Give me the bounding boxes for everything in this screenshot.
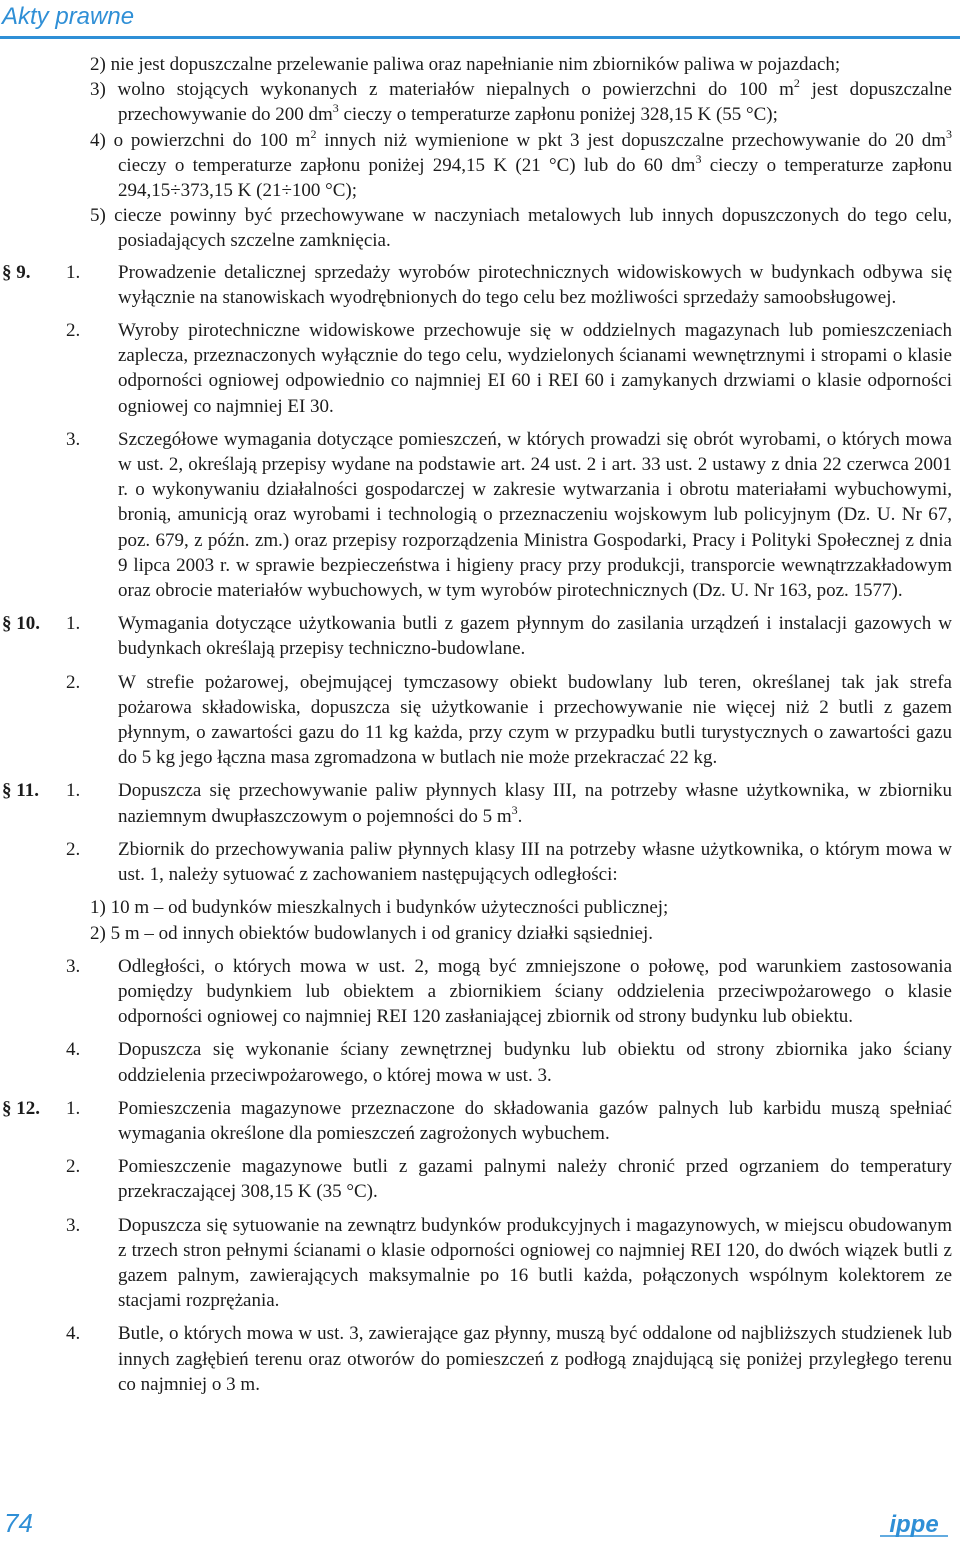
paragraph-number: 3. bbox=[66, 955, 81, 977]
paragraph-text: Pomieszczenie magazynowe butli z gazami palnymi należy chronić przed ogrzaniem do temperatury przekraczającej 308,15 K (35 °C). bbox=[118, 1156, 952, 1203]
paragraph-number: 1. bbox=[66, 613, 81, 635]
paragraph-text: Zbiornik do przechowywania paliw płynnych klasy III na potrzeby własne użytkownika, o którym mowa w ust. 1, należy sytuować z zachowaniem następujących odległości: bbox=[118, 838, 952, 886]
paragraph-text: Dopuszcza się sytuowanie na zewnątrz budynków produkcyjnych i magazynowych, w miejscu obudowanym z trzech stron pełnymi ścianami o klasie odporności ogniowej co najmniej REI 120, do dwóch wiązek butli z gazem palnym, zawierających maksymalnie po 16 butli każda, połączonych wspólnym kolektorem ze stacjami rozprężania. bbox=[118, 1214, 952, 1312]
paragraph bbox=[66, 1154, 952, 1204]
list-item: 1) 10 m – od budynków mieszkalnych i budynków użyteczności publicznej; bbox=[90, 897, 669, 919]
paragraph-text: W strefie pożarowej, obejmującej tymczasowy obiekt budowlany lub teren, określanej tak jak strefa pożarowa składowiska, dopuszcza się użytkowanie i przechowywanie nie więcej niż 2 butli z gazem płynnym, o zawartości gazu do 11 kg każda, przy czym w przypadku butli turystycznych o zawartości gazu do 5 kg jego łączna masa zgromadzona w butlach nie może przekraczać 22 kg. bbox=[118, 671, 952, 769]
paragraph-text: Dopuszcza się przechowywanie paliw płynnych klasy III, na potrzeby własne użytkownika, w zbiorniku naziemnym dwupłaszczowym o pojemności do 5 $m^3$. bbox=[118, 780, 952, 827]
paragraph-text: Odległości, o których mowa w ust. 2, mogą być zmniejszone o połowę, pod warunkiem zastosowania pomiędzy budynkiem lub obiektem a zbiornikiem ściany oddzielenia przeciwpożarowego o klasie odporności ogniowej co najmniej REI 120 zasłaniającej zbiornik od strony budynku lub obiektu. bbox=[118, 955, 952, 1028]
paragraph-text: Pomieszczenia magazynowe przeznaczone do składowania gazów palnych lub karbidu muszą spełniać wymagania określone dla pomieszczeń zagrożonych wybuchem. bbox=[118, 1097, 952, 1144]
list-item: 2) nie jest dopuszczalne przelewanie paliwa oraz napełnianie nim zbiorników paliwa w pojazdach; bbox=[90, 54, 841, 75]
paragraph-text: Butle, o których mowa w ust. 3, zawierające gaz płynny, muszą być oddalone od najbliższych studzienek lub innych zagłębień terenu oraz otworów do pomieszczeń z podłogą znajdującą się poniżej przyległego terenu co najmniej o 3 m. bbox=[118, 1323, 952, 1395]
paragraph bbox=[2, 778, 952, 828]
paragraph-number: 4. bbox=[66, 1039, 81, 1061]
logo-text: ippe bbox=[889, 1511, 939, 1538]
list-item: 4) o powierzchni do 100 $m^2$ innych niż wymienione w pkt 3 jest dopuszczalne przechowywanie do 20 $dm^3$ cieczy o temperaturze zapłonu poniżej 294,15 K (21 °C) lub do 60 $dm^3$ cieczy o temperaturze zapłonu 294,15÷373,15 K (21÷100 °C); bbox=[90, 126, 952, 202]
paragraph-number: 3. bbox=[66, 1214, 81, 1236]
paragraph bbox=[2, 260, 952, 310]
section-number: § 11. bbox=[2, 780, 39, 802]
paragraph-number: 1. bbox=[66, 261, 81, 283]
paragraph bbox=[66, 1037, 952, 1087]
paragraph-number: 1. bbox=[66, 1097, 81, 1119]
header-divider bbox=[0, 36, 960, 39]
paragraph-number: 2. bbox=[66, 1156, 81, 1178]
paragraph-text: Wymagania dotyczące użytkowania butli z gazem płynnym do zasilania urządzeń i instalacji gazowych w budynkach określają przepisy techniczno-budowlane. bbox=[118, 613, 952, 660]
paragraph-number: 2. bbox=[66, 838, 81, 860]
paragraph-number: 1. bbox=[66, 780, 81, 802]
header-title: Akty prawne bbox=[2, 3, 135, 30]
list-item: 3) wolno stojących wykonanych z materiałów niepalnych o powierzchni do 100 $m^2$ jest dopuszczalne przechowywanie do 200 $dm^3$ cieczy o temperaturze zapłonu poniżej 328,15 K (55 °C); bbox=[90, 76, 952, 126]
section-number: § 10. bbox=[2, 613, 40, 635]
paragraph-text: Prowadzenie detalicznej sprzedaży wyrobów pirotechnicznych widowiskowych w budynkach odbywa się wyłącznie na stanowiskach wyodrębnionych do tego celu bez możliwości sprzedaży samoobsługowej. bbox=[118, 261, 952, 308]
paragraph bbox=[66, 318, 952, 419]
paragraph bbox=[66, 954, 952, 1030]
paragraph-number: 4. bbox=[66, 1323, 81, 1345]
paragraph-number: 3. bbox=[66, 428, 81, 450]
list-item: 2) 5 m – od innych obiektów budowlanych i od granicy działki sąsiedniej. bbox=[90, 922, 654, 944]
paragraph-text: Szczegółowe wymagania dotyczące pomieszczeń, w których prowadzi się obrót wyrobami, o których mowa w ust. 2, określają przepisy wydane na podstawie art. 24 ust. 2 i art. 33 ust. 2 ustawy z dnia 22 czerwca 2001 r. o wykonywaniu działalności gospodarczej w zakresie wytwarzania i obrotu materiałami wybuchowymi, bronią, amunicją oraz wyrobami i technologią o przeznaczeniu wojskowym lub policyjnym (Dz. U. Nr 67, poz. 679, z późn. zm.) oraz przepisy rozporządzenia Ministra Gospodarki, Pracy i Polityki Społecznej z dnia 9 lipca 2003 r. w sprawie bezpieczeństwa i higieny pracy przy produkcji, transporcie wewnątrzzakładowym oraz obrocie materiałów wybuchowych, w tym wyrobów pirotechnicznych (Dz. U. Nr 163, poz. 1577). bbox=[118, 428, 952, 602]
paragraph-number: 2. bbox=[66, 320, 81, 342]
paragraph bbox=[66, 427, 952, 603]
publisher-logo bbox=[878, 1510, 950, 1538]
paragraph-text: Dopuszcza się wykonanie ściany zewnętrznej budynku lub obiektu od strony zbiornika jako ściany oddzielenia przeciwpożarowego, o której mowa w ust. 3. bbox=[118, 1039, 952, 1086]
paragraph bbox=[2, 1096, 952, 1146]
paragraph bbox=[66, 837, 952, 887]
section-number: § 9. bbox=[2, 261, 31, 283]
paragraph-number: 2. bbox=[66, 671, 81, 693]
document-body bbox=[0, 52, 960, 1397]
paragraph bbox=[2, 611, 952, 661]
section-number: § 12. bbox=[2, 1097, 40, 1119]
distance-list bbox=[90, 895, 952, 945]
paragraph bbox=[66, 1213, 952, 1314]
paragraph bbox=[66, 1321, 952, 1397]
list-item: 5) ciecze powinny być przechowywane w naczyniach metalowych lub innych dopuszczonych do tego celu, posiadających szczelne zamknięcia. bbox=[90, 205, 952, 252]
page-number: 74 bbox=[4, 1508, 33, 1538]
paragraph bbox=[66, 670, 952, 771]
paragraph-text: Wyroby pirotechniczne widowiskowe przechowuje się w oddzielnych magazynach lub pomieszczeniach zaplecza, przeznaczonych wyłącznie do tego celu, wydzielonych ścianami wewnętrznymi i stropami o klasie odporności ogniowej odpowiednio co najmniej EI 60 i REI 60 i zamykanych drzwiami o klasie odporności ogniowej co najmniej EI 30. bbox=[118, 320, 952, 417]
